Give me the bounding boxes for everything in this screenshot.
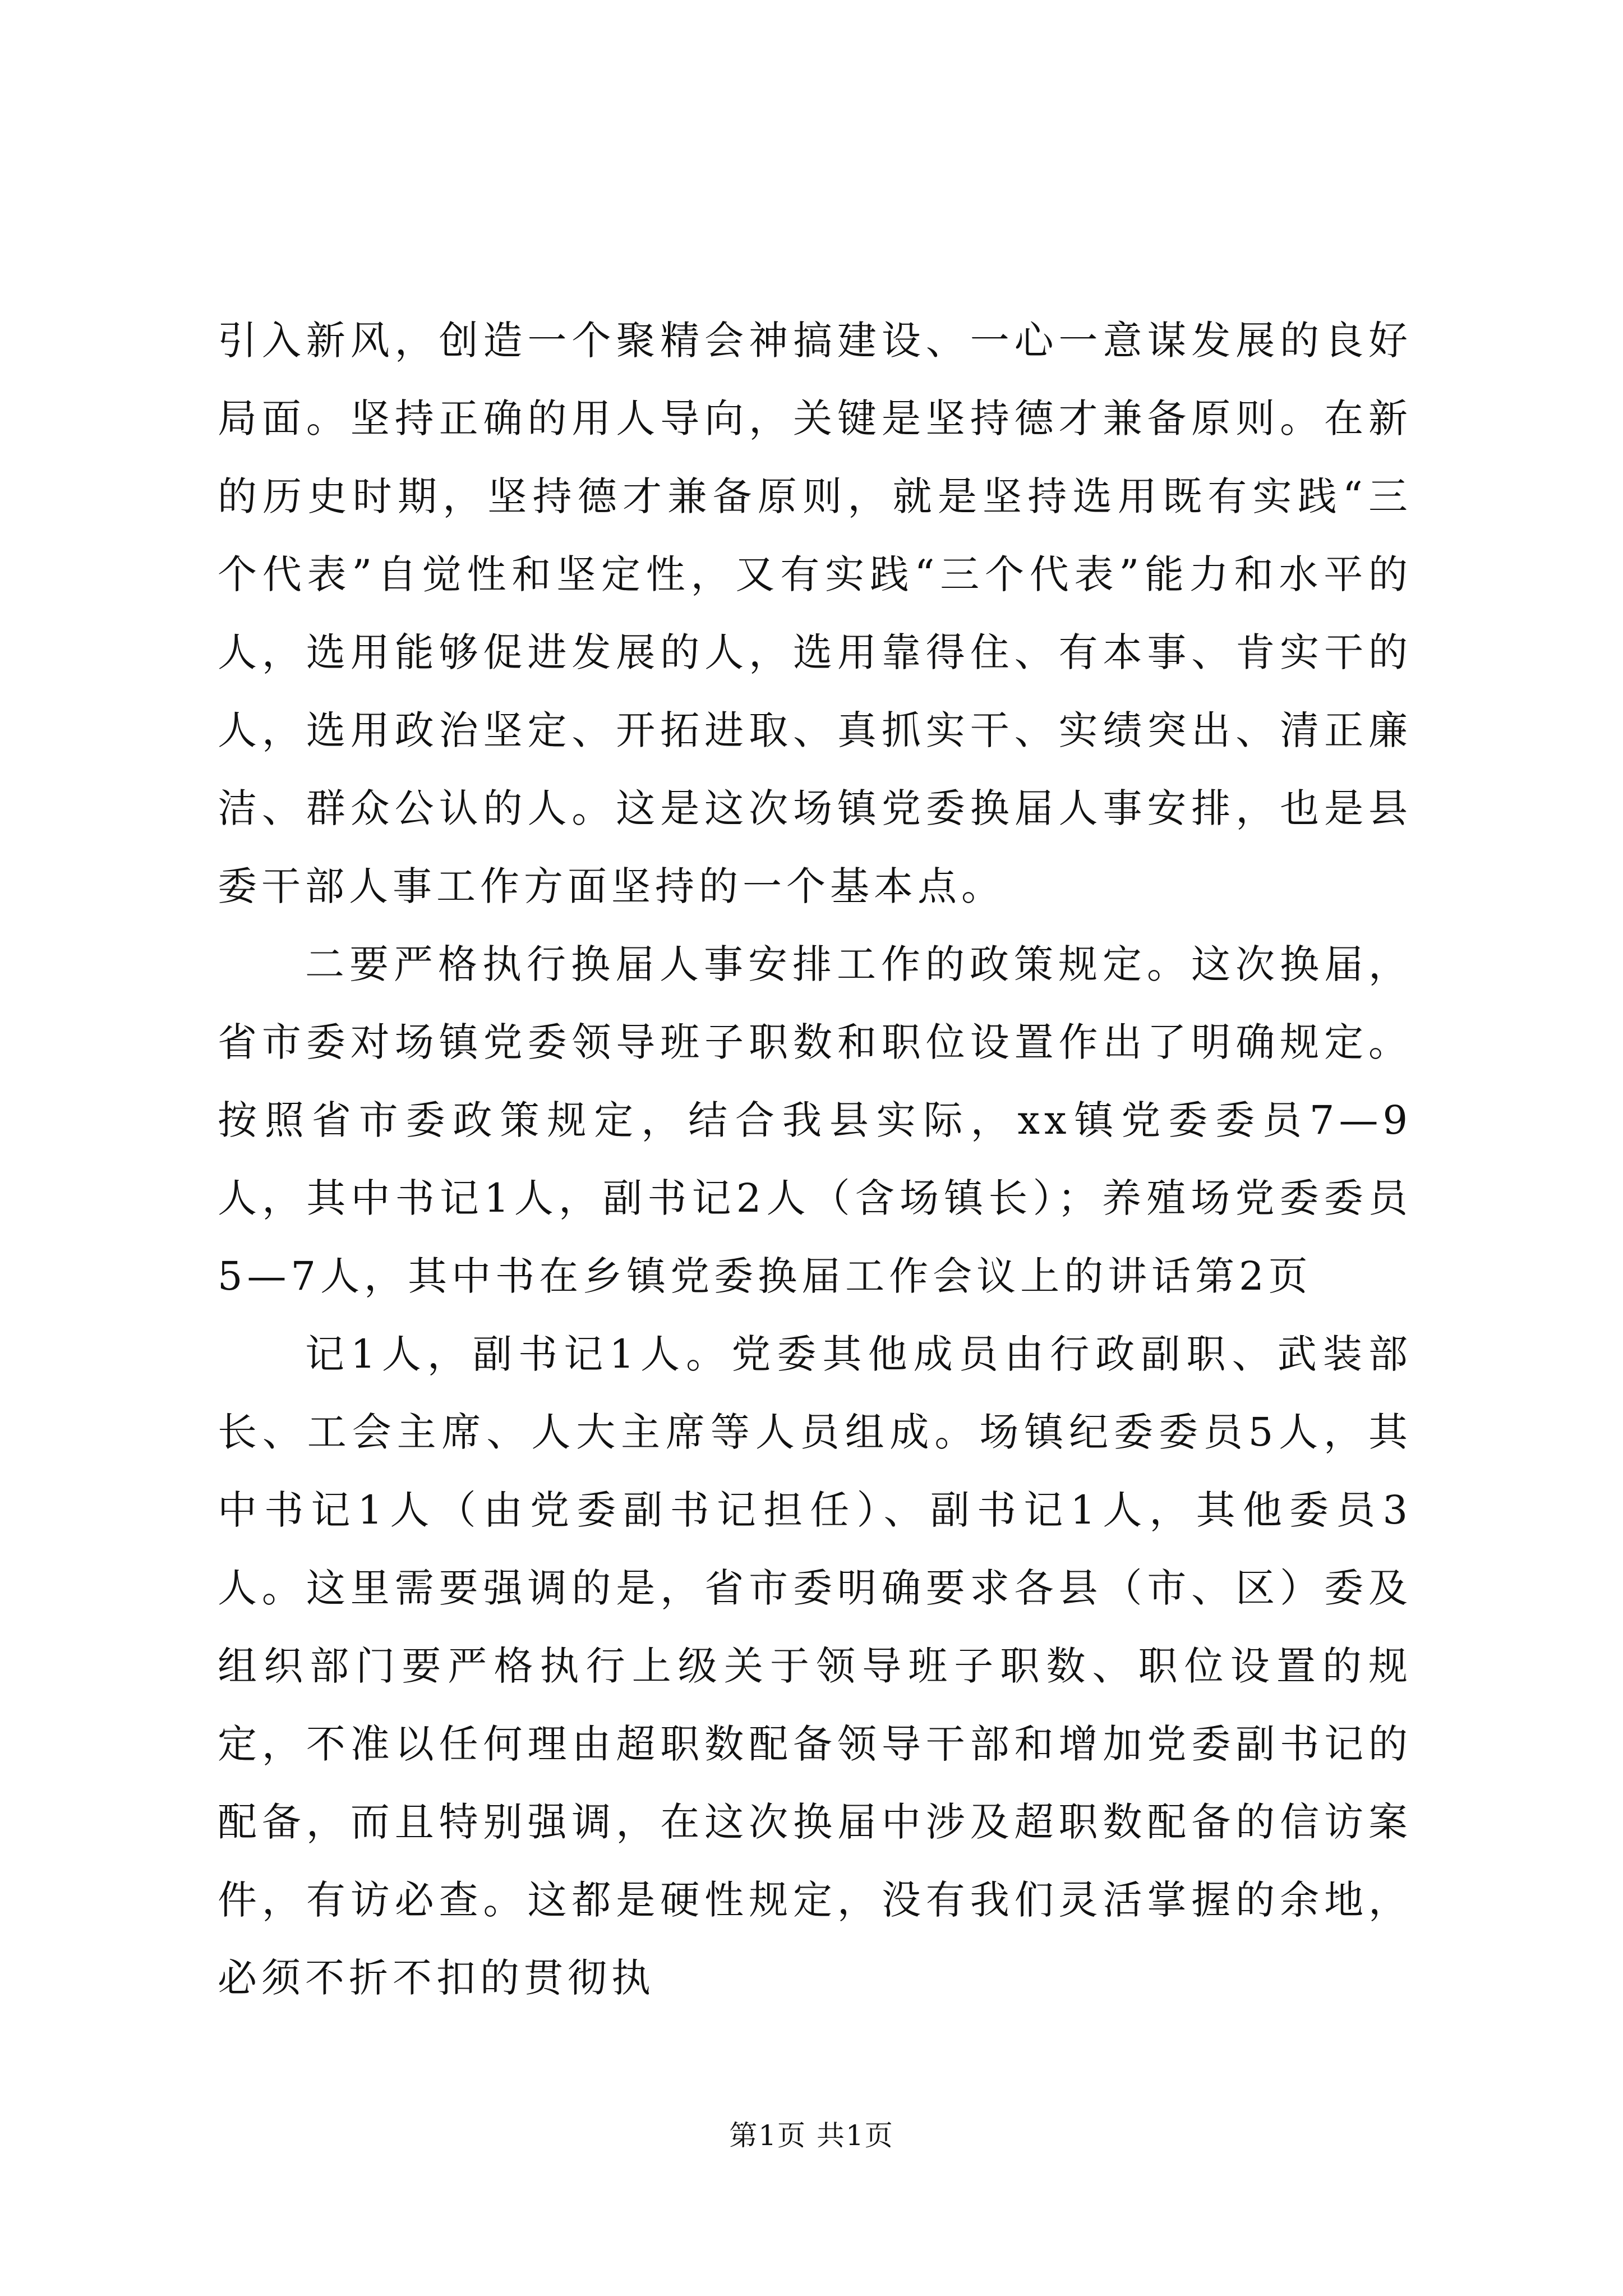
- document-body: [218, 302, 1412, 2017]
- paragraph-3: 记1人，副书记1人。党委其他成员由行政副职、武装部长、工会主席、人大主席等人员组成。场镇纪委委员5人，其中书记1人（由党委副书记担任）、副书记1人，其他委员3人。这里需要强调的是，省市委明确要求各县（市、区）委及组织部门要严格执行上级关于领导班子职数、职位设置的规定，不准以任何理由超职数配备领导干部和增加党委副书记的配备，而且特别强调，在这次换届中涉及超职数配备的信访案件，有访必查。这都是硬性规定，没有我们灵活掌握的余地，必须不折不扣的贯彻执: [218, 1331, 1412, 2001]
- paragraph-2: 二要严格执行换届人事安排工作的政策规定。这次换届，省市委对场镇党委领导班子职数和职位设置作出了明确规定。按照省市委政策规定，结合我县实际，xx镇党委委员7—9人，其中书记1人，副书记2人（含场镇长）；养殖场党委委员5—7人，其中书在乡镇党委换届工作会议上的讲话第2页: [218, 941, 1412, 1299]
- page-footer: 第1页 共1页: [729, 2119, 894, 2152]
- paragraph-1: 引入新风，创造一个聚精会神搞建设、一心一意谋发展的良好局面。坚持正确的用人导向，关键是坚持德才兼备原则。在新的历史时期，坚持德才兼备原则，就是坚持选用既有实践“三个代表”自觉性和坚定性，又有实践“三个代表”能力和水平的人，选用能够促进发展的人，选用靠得住、有本事、肯实干的人，选用政治坚定、开拓进取、真抓实干、实绩突出、清正廉洁、群众公认的人。这是这次场镇党委换届人事安排，也是县委干部人事工作方面坚持的一个基本点。: [218, 318, 1412, 909]
